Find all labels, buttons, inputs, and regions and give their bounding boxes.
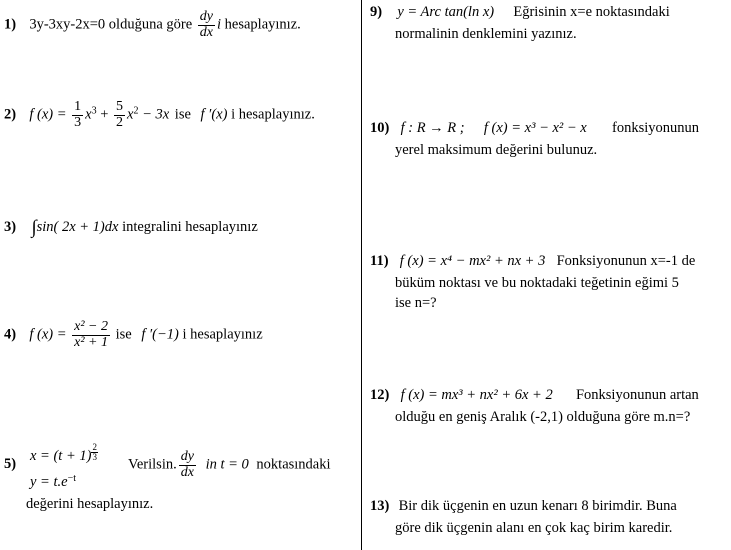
question-number: 1) — [4, 16, 17, 33]
question-number: 10) — [370, 120, 390, 136]
question-5-text: Verilsin. $\frac{dy}{dx}$ in t = 0 noktasındaki — [128, 449, 331, 480]
fraction-one-third: $\frac{1}{3}$ — [74, 99, 82, 130]
parametric-y: $y = t.e^{-t}$ — [30, 473, 76, 490]
question-number: 11) — [370, 253, 389, 269]
derivative-fraction: $\frac{dy}{dx}$ — [199, 9, 214, 40]
question-5-end: değerini hesaplayınız. — [26, 496, 154, 512]
question-text-end: hesaplayınız. — [224, 16, 301, 33]
question-number: 2) — [4, 106, 17, 123]
question-4: 4) f (x) = $\frac{\text{x² − 2}}{\text{x² + 1}}$ ise f ′(−1) i hesaplayınız — [4, 319, 263, 350]
question-number: 5) — [4, 456, 17, 472]
question-number: 4) — [4, 326, 17, 343]
fraction-expression: $\frac{\text{x² − 2}}{\text{x² + 1}}$ — [74, 319, 108, 350]
question-number: 9) — [370, 4, 383, 20]
question-number: 3) — [4, 219, 17, 235]
question-number: 13) — [370, 498, 390, 514]
column-divider — [361, 0, 362, 550]
parametric-x: x = (t + 1) $\frac{2}{3}$ — [30, 442, 97, 464]
question-text: 3y-3xy-2x=0 olduğuna göre — [29, 16, 193, 33]
question-2: 2) f (x) = $\frac{1}{3}$ $x^3$ + $\frac{5}{2}$ $x^2 - 3x$ ise f ′(x) i hesaplayınız. — [4, 99, 315, 130]
question-number: 12) — [370, 387, 390, 403]
question-3: 3) ∫sin( 2x + 1)dx integralini hesaplayınız — [4, 217, 258, 238]
fraction-five-halves: $\frac{5}{2}$ — [116, 99, 123, 130]
integral-sign: ∫ — [31, 217, 37, 238]
question-1: 1) 3y-3xy-2x=0 olduğuna göre $\frac{dy}{dx}$ i hesaplayınız. — [4, 9, 301, 40]
